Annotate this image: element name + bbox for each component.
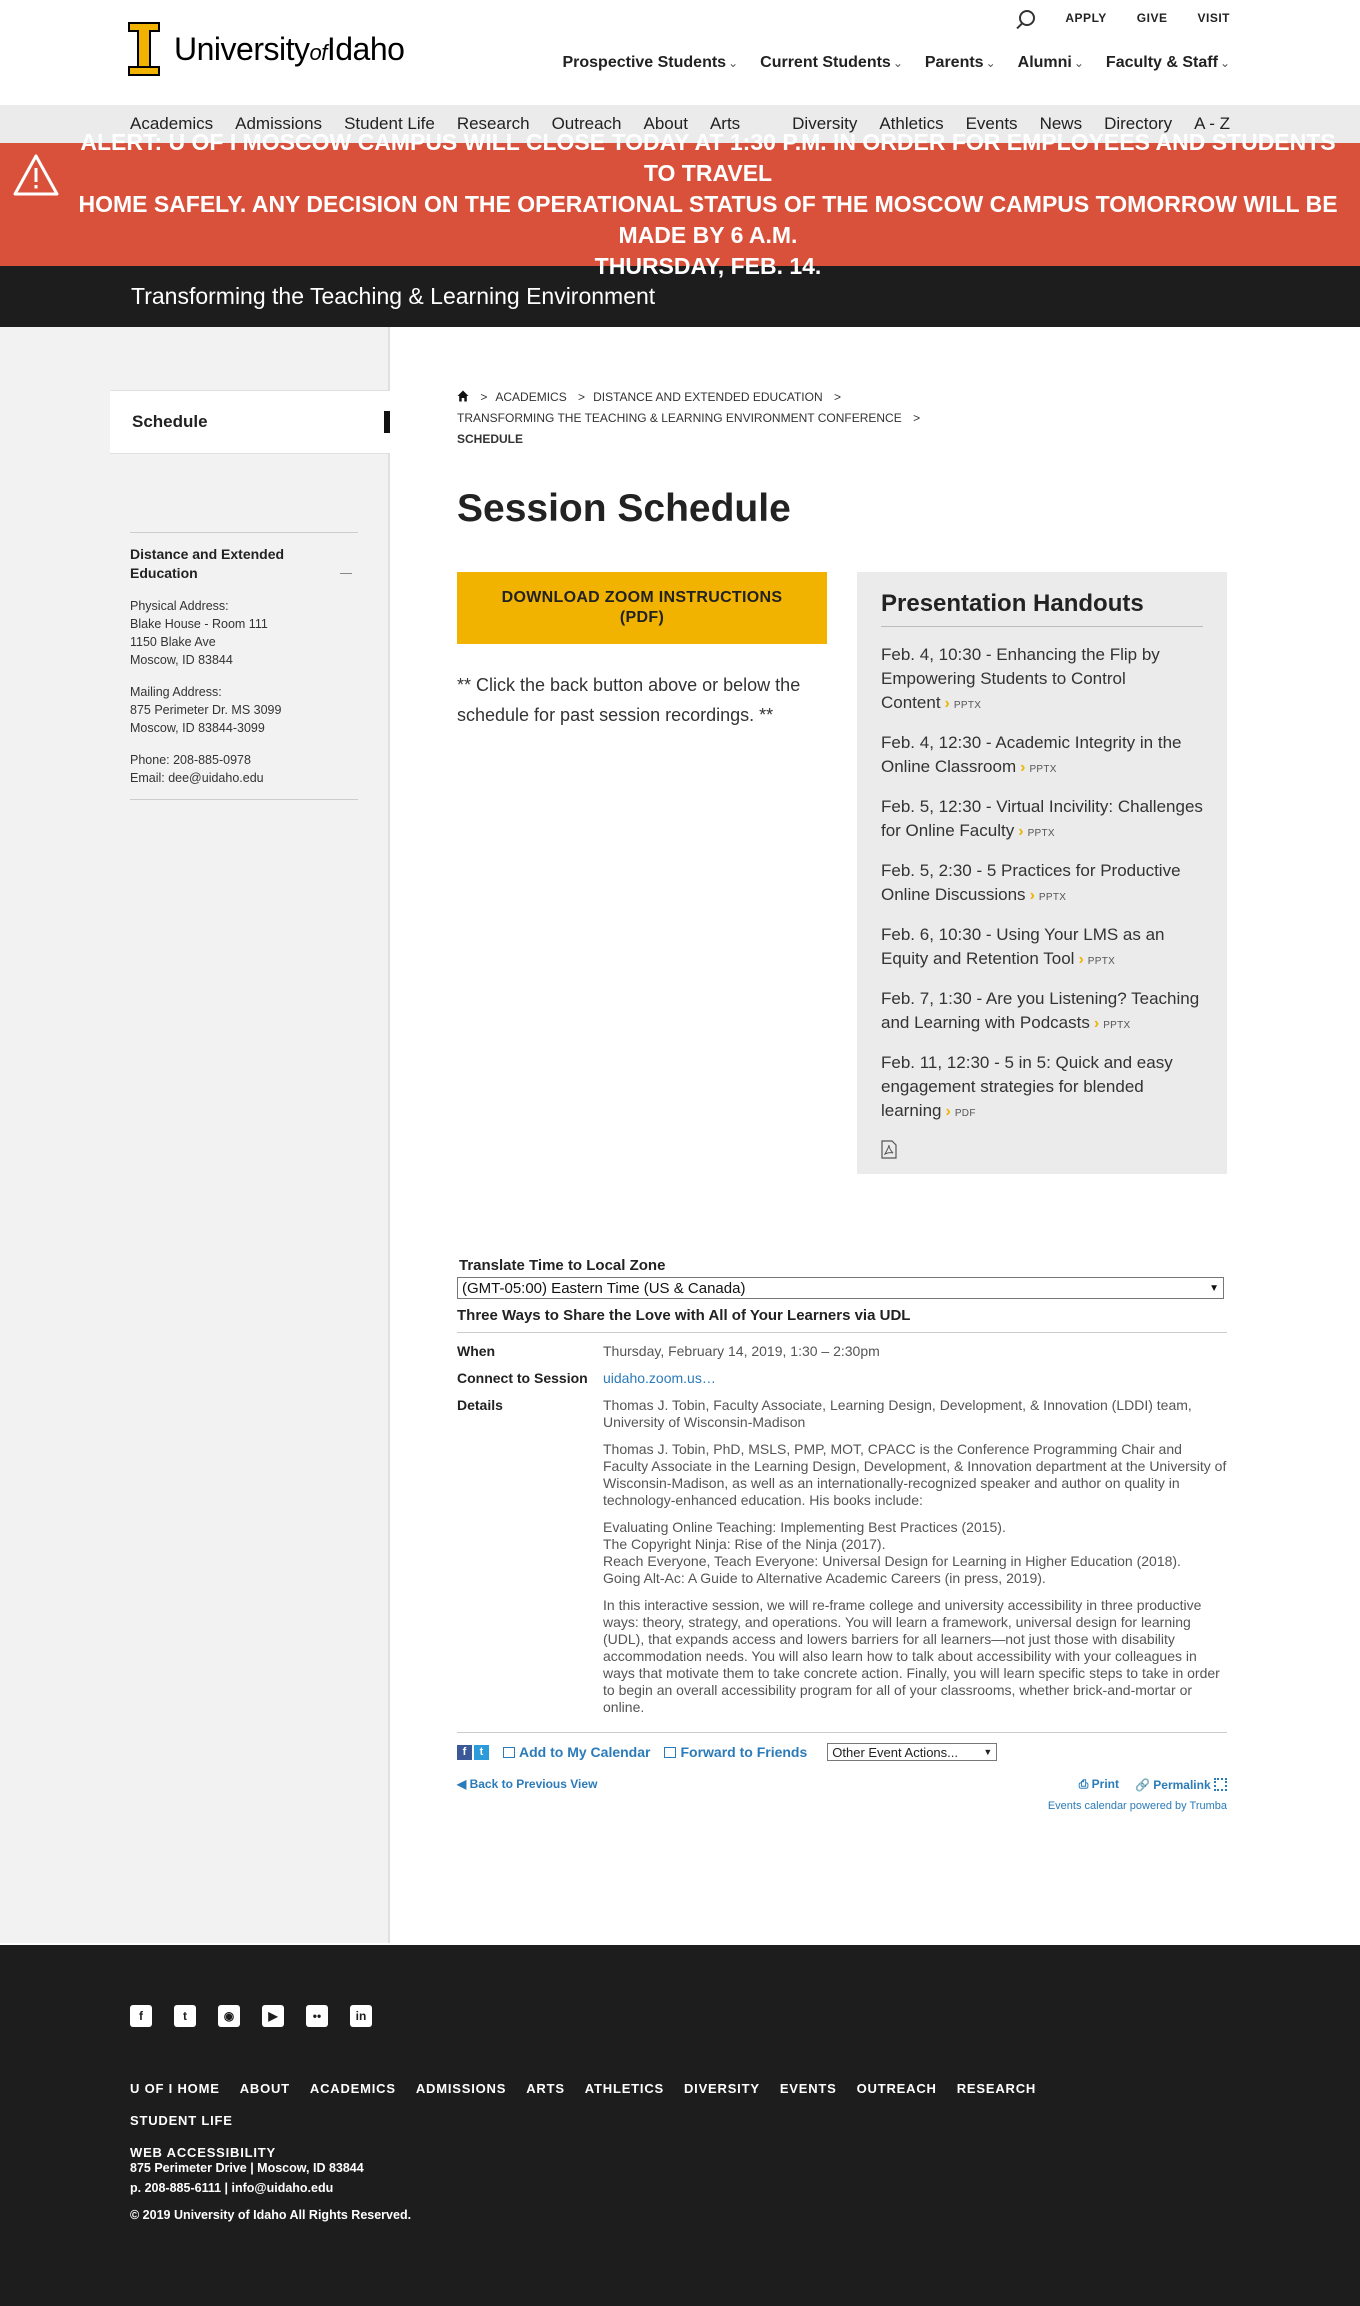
handouts-panel xyxy=(857,572,1227,1174)
idaho-i-icon xyxy=(128,22,160,76)
timezone-select[interactable]: (GMT-05:00) Eastern Time (US & Canada) ▼ xyxy=(457,1277,1224,1299)
twitter-icon[interactable]: t xyxy=(174,2005,196,2027)
sidebar-item-schedule[interactable]: Schedule xyxy=(110,390,390,454)
handout-item[interactable]: Feb. 4, 10:30 - Enhancing the Flip by Empowering Students to Control Content › PPTX xyxy=(881,645,1160,712)
copyright: © 2019 University of Idaho All Rights Reserved. xyxy=(130,2208,412,2222)
footer-link[interactable]: WEB ACCESSIBILITY xyxy=(130,2145,277,2160)
search-icon[interactable] xyxy=(1019,10,1035,26)
breadcrumb-conference[interactable]: TRANSFORMING THE TEACHING & LEARNING ENVIRONMENT CONFERENCE xyxy=(457,411,902,425)
timezone-label: Translate Time to Local Zone xyxy=(459,1257,666,1274)
chevron-right-icon: › xyxy=(1078,951,1084,968)
footer-link[interactable]: U OF I HOME xyxy=(130,2081,220,2096)
chevron-down-icon: ⌄ xyxy=(892,56,903,70)
chevron-right-icon: › xyxy=(1018,823,1024,840)
pdf-file-icon[interactable] xyxy=(881,1140,897,1159)
visit-link[interactable]: VISIT xyxy=(1197,11,1230,25)
linkedin-icon[interactable]: in xyxy=(350,2005,372,2027)
footer-contact: 875 Perimeter Drive | Moscow, ID 83844 p. 208-885-6111 | info@uidaho.edu xyxy=(130,2161,364,2195)
calendar-icon xyxy=(503,1747,515,1758)
chevron-down-icon: ⌄ xyxy=(1073,56,1084,70)
subnav-admissions[interactable]: Admissions xyxy=(235,114,323,133)
subnav-athletics[interactable]: Athletics xyxy=(879,114,944,133)
handout-item[interactable]: Feb. 6, 10:30 - Using Your LMS as an Equity and Retention Tool › PPTX xyxy=(881,925,1165,968)
back-to-previous-link[interactable]: ◀ Back to Previous View xyxy=(457,1777,598,1791)
contact-info xyxy=(130,532,358,800)
nav-faculty-staff[interactable]: Faculty & Staff ⌄ xyxy=(1105,54,1230,71)
org-name: Distance and Extended Education xyxy=(130,546,285,581)
subnav-student-life[interactable]: Student Life xyxy=(344,114,435,133)
youtube-icon[interactable]: ▶ xyxy=(262,2005,284,2027)
subnav-research[interactable]: Research xyxy=(456,114,530,133)
contact-details: Phone: 208-885-0978 Email: dee@uidaho.edu xyxy=(130,753,264,785)
alert-message: ALERT: U OF I MOSCOW CAMPUS WILL CLOSE TODAY AT 1:30 P.M. IN ORDER FOR EMPLOYEES AND STUDENTS TO TRAVEL HOME SAFELY. ANY DECISION ON THE OPERATIONAL STATUS OF THE MOSCOW CAMPUS TOMORROW WILL BE MADE BY 6 A.M. THURSDAY, FEB. 14. xyxy=(78,129,1338,279)
handout-item[interactable]: Feb. 11, 12:30 - 5 in 5: Quick and easy engagement strategies for blended learning › PDF xyxy=(881,1053,1173,1120)
chevron-down-icon: ⌄ xyxy=(728,56,739,70)
subnav-outreach[interactable]: Outreach xyxy=(551,114,622,133)
dropdown-arrow-icon: ▼ xyxy=(1209,1282,1219,1294)
forward-to-friends-link[interactable]: Forward to Friends xyxy=(664,1744,807,1760)
footer-link[interactable]: DIVERSITY xyxy=(683,2081,760,2096)
event-details xyxy=(457,1257,1227,1812)
page-title: Session Schedule xyxy=(457,487,791,530)
print-link[interactable]: ⎙ Print xyxy=(1078,1777,1119,1791)
footer-link[interactable]: EVENTS xyxy=(779,2081,837,2096)
event-actions xyxy=(457,1732,1227,1761)
download-zoom-button[interactable]: DOWNLOAD ZOOM INSTRUCTIONS (PDF) xyxy=(457,572,827,644)
add-to-calendar-link[interactable]: Add to My Calendar xyxy=(503,1744,650,1760)
subnav-academics[interactable]: Academics xyxy=(130,114,214,133)
breadcrumb-academics[interactable]: ACADEMICS xyxy=(495,390,567,404)
subnav-about[interactable]: About xyxy=(643,114,688,133)
apply-link[interactable]: APPLY xyxy=(1065,11,1107,25)
nav-current-students[interactable]: Current Students ⌄ xyxy=(760,54,903,71)
nav-alumni[interactable]: Alumni ⌄ xyxy=(1017,54,1084,71)
subnav-arts[interactable]: Arts xyxy=(709,114,741,133)
qr-code-icon[interactable] xyxy=(1214,1778,1227,1791)
handouts-title: Presentation Handouts xyxy=(881,590,1203,627)
utility-nav xyxy=(1019,10,1230,26)
event-when: Thursday, February 14, 2019, 1:30 – 2:30pm xyxy=(603,1343,880,1359)
event-description: Thomas J. Tobin, Faculty Associate, Learning Design, Development, & Innovation (LDDI) team, University of Wisconsin-Madison Thomas J. Tobin, PhD, MSLS, PMP, MOT, CPACC is the Conference Programming Chair and Faculty Associate in the Learning Design, Development, & Innovation department at the University of Wisconsin-Madison, as well as an internationally-recognized speaker and author on quality in technology-enhanced education. His books include: Evaluating Online Teaching: Implementing Best Practices (2015). The Copyright Ninja: Rise of the Ninja (2017). Reach Everyone, Teach Everyone: Universal Design for Learning in Higher Education (2018). Going Alt-Ac: A Guide to Alternative Academic Careers (in press, 2019). In this interactive session, we will re-frame college and university accessibility in three productive ways: theory, strategy, and operations. You will learn a framework, universal design for learning (UDL), that expands access and lowers barriers for all learners—not just those with disability accommodation needs. You will also learn how to talk about accessibility with your colleagues in ways that motivate them to take concrete action. Finally, you will learn specific steps to take in order to begin an overall accessibility program for all of your classrooms, whether brick-and-mortar or online. xyxy=(603,1397,1227,1715)
subnav-directory[interactable]: Directory xyxy=(1104,114,1173,133)
handout-item[interactable]: Feb. 7, 1:30 - Are you Listening? Teaching and Learning with Podcasts › PPTX xyxy=(881,989,1200,1032)
collapse-icon[interactable] xyxy=(340,573,352,574)
back-note: ** Click the back button above or below the schedule for past session recordings. ** xyxy=(457,675,801,725)
mailing-address: Mailing Address: 875 Perimeter Dr. MS 3099 Moscow, ID 83844-3099 xyxy=(130,685,282,735)
chevron-right-icon: › xyxy=(1093,1015,1100,1032)
other-actions-select[interactable]: Other Event Actions... ▼ xyxy=(827,1743,997,1761)
alert-banner xyxy=(0,129,1360,279)
main-area xyxy=(0,327,1360,1943)
footer-link[interactable]: ATHLETICS xyxy=(584,2081,664,2096)
facebook-icon[interactable]: f xyxy=(457,1745,472,1760)
sidebar xyxy=(0,327,390,1943)
footer-link[interactable]: ACADEMICS xyxy=(309,2081,396,2096)
home-icon[interactable] xyxy=(457,390,469,402)
twitter-icon[interactable]: t xyxy=(474,1745,489,1760)
event-footer xyxy=(457,1777,1227,1812)
footer-link[interactable]: ADMISSIONS xyxy=(415,2081,507,2096)
physical-address: Physical Address: Blake House - Room 111 1150 Blake Ave Moscow, ID 83844 xyxy=(130,599,268,667)
chevron-down-icon: ⌄ xyxy=(985,56,996,70)
subnav-events[interactable]: Events xyxy=(965,114,1018,133)
instagram-icon[interactable]: ◉ xyxy=(218,2005,240,2027)
nav-parents[interactable]: Parents ⌄ xyxy=(924,54,996,71)
facebook-icon[interactable]: f xyxy=(130,2005,152,2027)
footer-link[interactable]: OUTREACH xyxy=(856,2081,937,2096)
footer-link[interactable]: ABOUT xyxy=(239,2081,290,2096)
logo-wordmark: UniversityofIdaho xyxy=(174,30,405,67)
event-connect-row: Connect to Session uidaho.zoom.us… xyxy=(457,1370,716,1386)
chevron-right-icon: › xyxy=(1029,887,1035,904)
chevron-right-icon: › xyxy=(1020,759,1026,776)
handout-item[interactable]: Feb. 4, 12:30 - Academic Integrity in the Online Classroom › PPTX xyxy=(881,733,1182,776)
university-logo[interactable] xyxy=(128,22,404,76)
footer-links xyxy=(130,2073,1130,2169)
warning-icon xyxy=(12,153,60,197)
social-links xyxy=(130,2005,372,2027)
event-when-row: When Thursday, February 14, 2019, 1:30 – 2:30pm xyxy=(457,1343,1227,1360)
handout-item[interactable]: Feb. 5, 12:30 - Virtual Incivility: Challenges for Online Faculty › PPTX xyxy=(881,797,1203,840)
footer-link[interactable]: ARTS xyxy=(526,2081,565,2096)
zoom-session-link[interactable]: uidaho.zoom.us… xyxy=(603,1370,716,1386)
chevron-right-icon: › xyxy=(944,695,950,712)
breadcrumb: > ACADEMICS > DISTANCE AND EXTENDED EDUCATION > TRANSFORMING THE TEACHING & LEARNING ENVIRONMENT CONFERENCE > SCHEDULE xyxy=(457,390,921,446)
share-icons xyxy=(457,1745,489,1760)
trumba-powered[interactable]: Events calendar powered by Trumba xyxy=(1047,1800,1227,1812)
handout-item[interactable]: Feb. 5, 2:30 - 5 Practices for Productive Online Discussions › PPTX xyxy=(881,861,1181,904)
event-details-row: Details Thomas J. Tobin, Faculty Associate, Learning Design, Development, & Innovation (LDDI) team, University of Wisconsin-Madison Thomas J. Tobin, PhD, MSLS, PMP, MOT, CPACC is the Conference Programming Chair and Faculty Associate in the Learning Design, Development, & Innovation department at the University of Wisconsin-Madison, as well as an internationally-recognized speaker and author on quality in technology-enhanced education. His books include: Evaluating Online Teaching: Implementing Best Practices (2015). The Copyright Ninja: Rise of the Ninja (2017). Reach Everyone, Teach Everyone: Universal Design for Learning in Higher Education (2018). Going Alt-Ac: A Guide to Alternative Academic Careers (in press, 2019). In this interactive session, we will re-frame college and university accessibility in three productive ways: theory, strategy, and operations. You will learn a framework, universal design for learning (UDL), that expands access and lowers barriers for all learners—not just those with disability accommodation needs. You will also learn how to talk about accessibility with your colleagues in ways that motivate them to take concrete action. Finally, you will learn specific steps to take in order to begin an overall accessibility program for all of your classrooms, whether brick-and-mortar or online. xyxy=(457,1397,1227,1726)
permalink-link[interactable]: 🔗 Permalink xyxy=(1135,1778,1227,1792)
flickr-icon[interactable]: •• xyxy=(306,2005,328,2027)
forward-icon xyxy=(664,1747,676,1758)
chevron-down-icon: ⌄ xyxy=(1219,56,1230,70)
event-title: Three Ways to Share the Love with All of Your Learners via UDL xyxy=(457,1307,1227,1333)
footer-link[interactable]: STUDENT LIFE xyxy=(130,2113,233,2128)
subnav-news[interactable]: News xyxy=(1039,114,1083,133)
subnav-a-z[interactable]: A - Z xyxy=(1194,114,1230,133)
footer-link[interactable]: RESEARCH xyxy=(956,2081,1037,2096)
site-footer xyxy=(0,1945,1360,2306)
breadcrumb-dee[interactable]: DISTANCE AND EXTENDED EDUCATION xyxy=(593,390,823,404)
subnav-diversity[interactable]: Diversity xyxy=(792,114,858,133)
audience-nav xyxy=(562,54,1230,72)
give-link[interactable]: GIVE xyxy=(1136,11,1168,25)
site-title[interactable]: Transforming the Teaching & Learning Environment xyxy=(0,266,1360,327)
chevron-right-icon: › xyxy=(945,1103,951,1120)
breadcrumb-current: SCHEDULE xyxy=(457,432,524,446)
nav-prospective-students[interactable]: Prospective Students ⌄ xyxy=(562,54,739,71)
site-header xyxy=(0,0,1360,105)
